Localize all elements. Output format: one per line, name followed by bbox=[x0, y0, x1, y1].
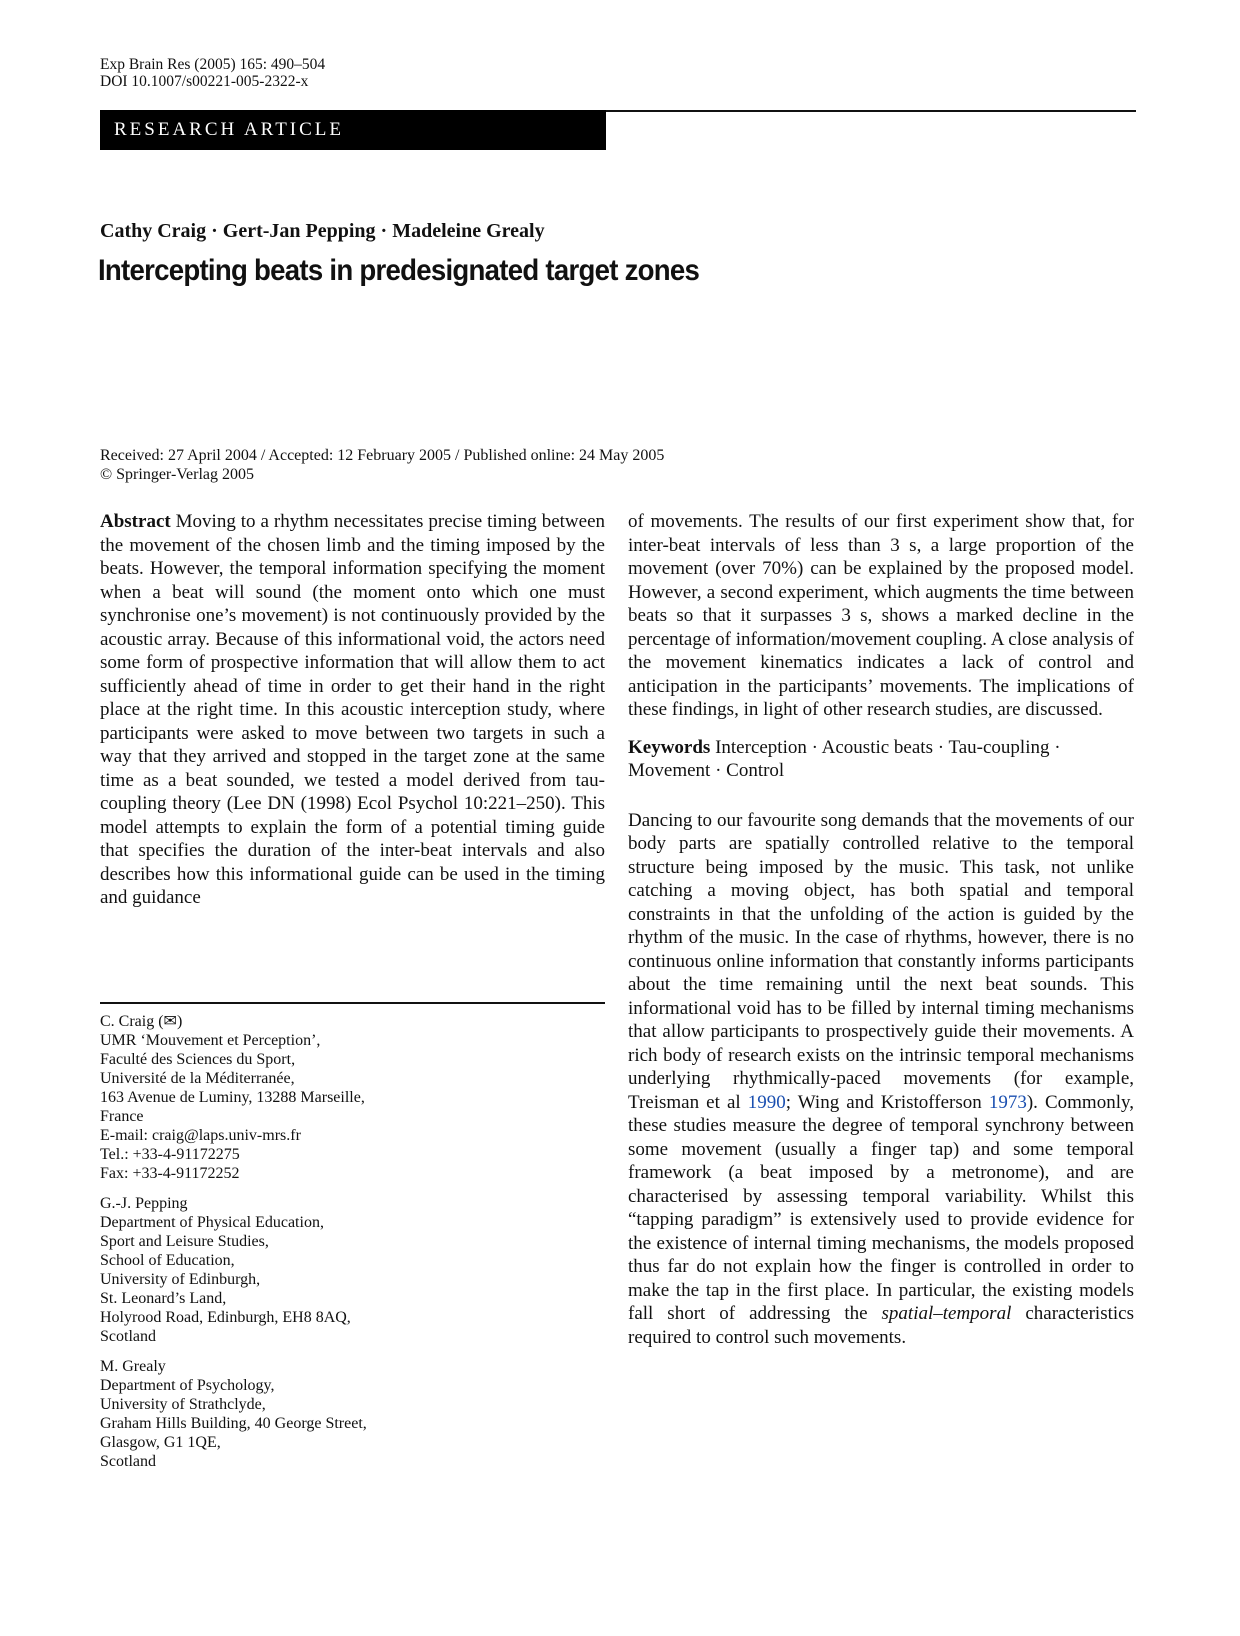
copyright: © Springer-Verlag 2005 bbox=[100, 466, 255, 483]
affiliation-line: UMR ‘Mouvement et Perception’, bbox=[100, 1032, 321, 1049]
intro-text-1: Dancing to our favourite song demands that the movements of our body parts are spatially controlled relative to the temporal structure being imposed by the music. This task, not unlike catching a moving object, has both spatial and temporal constraints in that the unfolding of the action is guided by the rhythm of the music. In the case of rhythms, however, there is no continuous online information that constantly informs participants about the time remaining until the next beat sounds. This informational void has to be filled by internal timing mechanisms that allow participants to prospectively guide their movements. A rich body of research exists on the intrinsic temporal mechanisms underlying rhythmically-paced movements (for example, Treisman et al bbox=[628, 809, 1134, 1113]
abstract-label: Abstract bbox=[100, 511, 171, 532]
header-rule bbox=[606, 110, 1136, 112]
affiliation-line: Fax: +33-4-91172252 bbox=[100, 1165, 240, 1182]
left-column bbox=[100, 510, 605, 910]
keywords-text: Interception · Acoustic beats · Tau-coupling · Movement · Control bbox=[628, 736, 1061, 781]
affiliation-line: Université de la Méditerranée, bbox=[100, 1070, 295, 1087]
affiliation-line: St. Leonard’s Land, bbox=[100, 1290, 227, 1307]
affiliation-line: G.-J. Pepping bbox=[100, 1195, 188, 1212]
affiliation-block bbox=[100, 1012, 605, 1183]
affiliation-line: University of Strathclyde, bbox=[100, 1396, 266, 1413]
doi: DOI 10.1007/s00221-005-2322-x bbox=[100, 73, 309, 90]
affiliation-line: University of Edinburgh, bbox=[100, 1271, 261, 1288]
affiliation-line: Faculté des Sciences du Sport, bbox=[100, 1051, 296, 1068]
citation-link-1973[interactable]: 1973 bbox=[988, 1091, 1027, 1113]
affiliation-line: Department of Physical Education, bbox=[100, 1214, 324, 1231]
affiliation-line: Sport and Leisure Studies, bbox=[100, 1233, 269, 1250]
affiliations bbox=[100, 1012, 605, 1482]
footnote-rule bbox=[100, 1002, 605, 1004]
authors: Cathy Craig · Gert-Jan Pepping · Madeleine Grealy bbox=[100, 220, 545, 242]
affiliation-line: 163 Avenue de Luminy, 13288 Marseille, bbox=[100, 1089, 365, 1106]
citation-link-1990[interactable]: 1990 bbox=[747, 1091, 786, 1113]
affiliation-line: Graham Hills Building, 40 George Street, bbox=[100, 1415, 367, 1432]
abstract-paragraph bbox=[100, 510, 605, 910]
intro-text-4: characteristics required to control such movements. bbox=[628, 1303, 1134, 1348]
affiliation-line: Scotland bbox=[100, 1328, 156, 1345]
article-type-banner: RESEARCH ARTICLE bbox=[100, 110, 606, 150]
introduction-paragraph bbox=[628, 809, 1134, 1350]
affiliation-line: C. Craig (✉) bbox=[100, 1013, 183, 1030]
affiliation-line: Holyrood Road, Edinburgh, EH8 8AQ, bbox=[100, 1309, 351, 1326]
page-title: Intercepting beats in predesignated target zones bbox=[98, 254, 700, 287]
affiliation-line: M. Grealy bbox=[100, 1358, 166, 1375]
journal-citation: Exp Brain Res (2005) 165: 490–504 bbox=[100, 56, 326, 73]
abstract-text-left: Moving to a rhythm necessitates precise timing between the movement of the chosen limb and the timing imposed by the beats. However, the temporal information specifying the moment when a beat will sound (the moment onto which one must synchronise one’s movement) is not continuously provided by the acoustic array. Because of this informational void, the actors need some form of prospective information that will allow them to act sufficiently ahead of time in order to get their hand in the right place at the right time. In this acoustic interception study, where participants were asked to move between two targets in such a way that they arrived and stopped in the target zone at the same time as a beat sounded, we tested a model derived from tau-coupling theory (Lee DN (1998) Ecol Psychol 10:221–250). This model attempts to explain the form of a potential timing guide that specifies the duration of the inter-beat intervals and also describes how this informational guide can be used in the timing and guidance bbox=[100, 511, 605, 908]
received-line: Received: 27 April 2004 / Accepted: 12 February 2005 / Published online: 24 May 2005 bbox=[100, 447, 665, 464]
affiliation-line: Department of Psychology, bbox=[100, 1377, 275, 1394]
intro-text-2: ; Wing and Kristofferson bbox=[785, 1091, 989, 1113]
affiliation-line: France bbox=[100, 1108, 144, 1125]
keywords bbox=[628, 736, 1134, 783]
article-dates bbox=[100, 446, 664, 484]
abstract-continuation: of movements. The results of our first experiment show that, for inter-beat intervals of less than 3 s, a large proportion of the movement (over 70%) can be explained by the proposed model. However, a second experiment, which augments the time between beats so that it surpasses 3 s, shows a marked decline in the percentage of information/movement coupling. A close analysis of the movement kinematics indicates a lack of control and anticipation in the participants’ movements. The implications of these findings, in light of other research studies, are discussed. bbox=[628, 511, 1134, 720]
affiliation-line: Tel.: +33-4-91172275 bbox=[100, 1146, 240, 1163]
keywords-label: Keywords bbox=[628, 736, 711, 758]
affiliation-block bbox=[100, 1357, 605, 1471]
affiliation-line: Scotland bbox=[100, 1453, 156, 1470]
affiliation-line: Glasgow, G1 1QE, bbox=[100, 1434, 221, 1451]
intro-text-3: ). Commonly, these studies measure the degree of temporal synchrony between some movement (usually a finger tap) and some temporal framework (a beat imposed by a metronome), and are characterised by assessing temporal variability. Whilst this “tapping paradigm” is extensively used to provide evidence for the existence of internal timing mechanisms, the models proposed thus far do not explain how the finger is controlled in order to make the tap in the first place. In particular, the existing models fall short of addressing the bbox=[628, 1091, 1134, 1324]
intro-emphasis: spatial–temporal bbox=[881, 1303, 1012, 1324]
affiliation-line: E-mail: craig@laps.univ-mrs.fr bbox=[100, 1127, 301, 1144]
affiliation-line: School of Education, bbox=[100, 1252, 235, 1269]
right-column bbox=[628, 510, 1134, 1349]
affiliation-block bbox=[100, 1194, 605, 1346]
